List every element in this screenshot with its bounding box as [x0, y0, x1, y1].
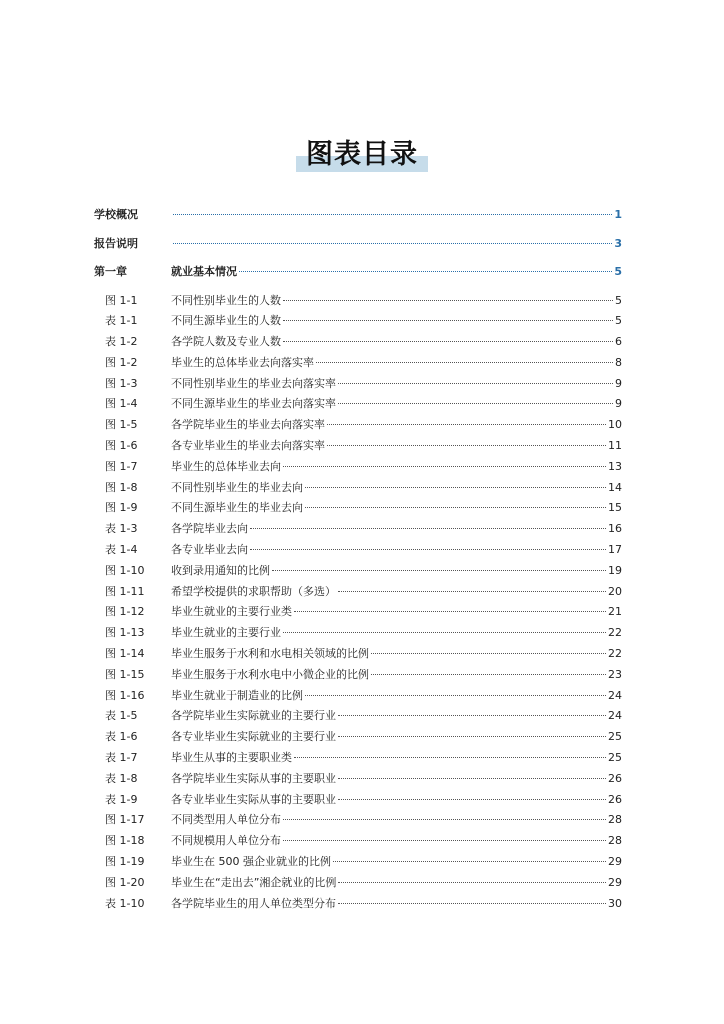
toc-page-number: 28	[608, 834, 622, 848]
toc-dot-leader	[272, 570, 606, 571]
toc-section-row[interactable]	[94, 201, 622, 230]
toc-item-number: 图 1-15	[105, 667, 145, 681]
toc-item-label: 不同性别毕业生的毕业去向	[171, 480, 303, 494]
toc-dot-leader	[239, 271, 612, 272]
title-container	[0, 138, 724, 172]
toc-page-number: 19	[608, 563, 622, 577]
toc-item-number: 表 1-4	[105, 543, 138, 557]
toc-item-row[interactable]	[94, 769, 622, 790]
toc-section-label: 就业基本情况	[171, 265, 237, 278]
toc-item-row[interactable]	[94, 561, 622, 582]
page-title	[296, 138, 428, 172]
toc-item-number: 图 1-17	[105, 813, 145, 827]
toc-dot-leader	[327, 424, 606, 425]
toc-item-row[interactable]	[94, 540, 622, 561]
toc-item-label: 各学院毕业生的毕业去向落实率	[171, 418, 325, 432]
toc-item-label: 各学院毕业生的用人单位类型分布	[171, 896, 336, 910]
toc-item-number: 表 1-6	[105, 730, 138, 744]
toc-item-label: 毕业生就业的主要行业类	[171, 605, 292, 619]
toc-page-number: 25	[608, 751, 622, 765]
toc-item-label: 不同性别毕业生的人数	[171, 293, 281, 307]
toc-page-number: 14	[608, 480, 622, 494]
toc-dot-leader	[283, 819, 606, 820]
toc-dot-leader	[316, 362, 613, 363]
toc-item-row[interactable]	[94, 415, 622, 436]
toc-item-label: 毕业生在“走出去”湘企就业的比例	[171, 875, 337, 889]
toc-item-row[interactable]	[94, 478, 622, 499]
toc-item-label: 希望学校提供的求职帮助（多选）	[171, 584, 336, 598]
toc-page-number: 29	[608, 855, 622, 869]
toc-dot-leader	[173, 214, 612, 215]
toc-page-number: 24	[608, 688, 622, 702]
toc-page-number: 25	[608, 730, 622, 744]
toc-page-number: 22	[608, 647, 622, 661]
toc-dot-leader	[283, 632, 606, 633]
toc-item-number: 图 1-11	[105, 584, 145, 598]
toc-item-label: 毕业生服务于水利水电中小微企业的比例	[171, 667, 369, 681]
toc-page-number: 11	[608, 439, 622, 453]
toc-page-number: 24	[608, 709, 622, 723]
toc-item-number: 图 1-12	[105, 605, 145, 619]
toc-item-label: 各学院毕业生实际从事的主要职业	[171, 771, 336, 785]
toc-item-label: 各专业毕业生实际就业的主要行业	[171, 730, 336, 744]
toc-page-number: 5	[615, 314, 622, 328]
toc-dot-leader	[283, 341, 613, 342]
toc-section-name: 第一章	[94, 265, 127, 278]
toc-dot-leader	[283, 840, 606, 841]
toc-page-number: 6	[615, 335, 622, 349]
toc-section-name: 学校概况	[94, 208, 138, 221]
toc-page-number: 5	[614, 265, 622, 278]
toc-item-row[interactable]	[94, 602, 622, 623]
toc-item-row[interactable]	[94, 332, 622, 353]
toc-item-number: 表 1-2	[105, 335, 138, 349]
toc-item-row[interactable]	[94, 706, 622, 727]
toc-page-number: 16	[608, 522, 622, 536]
toc-dot-leader	[338, 715, 606, 716]
toc-item-number: 图 1-7	[105, 459, 138, 473]
toc-item-list	[94, 291, 622, 915]
toc-page-number: 21	[608, 605, 622, 619]
toc-page-number: 20	[608, 584, 622, 598]
toc-item-label: 不同类型用人单位分布	[171, 813, 281, 827]
toc-dot-leader	[250, 528, 606, 529]
toc-item-label: 毕业生从事的主要职业类	[171, 751, 292, 765]
toc-item-label: 不同生源毕业生的毕业去向落实率	[171, 397, 336, 411]
toc-dot-leader	[305, 695, 606, 696]
page-title-text: 图表目录	[306, 139, 418, 170]
toc-dot-leader	[294, 757, 606, 758]
toc-item-label: 毕业生就业的主要行业	[171, 626, 281, 640]
toc-dot-leader	[338, 403, 613, 404]
toc-section-name: 报告说明	[94, 236, 138, 250]
toc-item-number: 表 1-3	[105, 522, 138, 536]
toc-item-number: 图 1-4	[105, 397, 138, 411]
toc-dot-leader	[173, 243, 612, 244]
toc-item-label: 毕业生就业于制造业的比例	[171, 688, 303, 702]
toc-dot-leader	[283, 320, 613, 321]
toc-dot-leader	[250, 549, 606, 550]
toc-item-row[interactable]	[94, 810, 622, 831]
toc-item-row[interactable]	[94, 644, 622, 665]
toc-item-number: 图 1-13	[105, 626, 145, 640]
toc-dot-leader	[371, 653, 606, 654]
toc-page-number: 30	[608, 896, 622, 910]
toc-dot-leader	[333, 861, 606, 862]
toc-item-number: 图 1-10	[105, 563, 145, 577]
toc-item-number: 表 1-5	[105, 709, 138, 723]
toc-item-row[interactable]	[94, 686, 622, 707]
toc-item-row[interactable]	[94, 894, 622, 915]
toc-item-row[interactable]	[94, 873, 622, 894]
toc-page-number: 8	[615, 355, 622, 369]
toc-page-number: 28	[608, 813, 622, 827]
toc-page-number: 29	[608, 875, 622, 889]
toc-item-row[interactable]	[94, 291, 622, 312]
toc-item-row[interactable]	[94, 374, 622, 395]
toc-item-label: 毕业生的总体毕业去向	[171, 459, 281, 473]
toc-item-number: 表 1-8	[105, 771, 138, 785]
toc-item-row[interactable]	[94, 582, 622, 603]
toc-dot-leader	[338, 383, 613, 384]
toc-dot-leader	[338, 903, 606, 904]
toc-item-row[interactable]	[94, 311, 622, 332]
toc-item-label: 各学院毕业去向	[171, 522, 248, 536]
toc-item-row[interactable]	[94, 394, 622, 415]
toc-page-number: 17	[608, 543, 622, 557]
toc-item-label: 毕业生服务于水利和水电相关领域的比例	[171, 647, 369, 661]
toc-item-number: 表 1-9	[105, 792, 138, 806]
toc-item-row[interactable]	[94, 831, 622, 852]
toc-item-label: 各学院毕业生实际就业的主要行业	[171, 709, 336, 723]
toc-dot-leader	[294, 611, 606, 612]
toc-item-number: 图 1-5	[105, 418, 138, 432]
toc-dot-leader	[305, 507, 606, 508]
toc-item-number: 图 1-20	[105, 875, 145, 889]
toc-item-row[interactable]	[94, 790, 622, 811]
toc-dot-leader	[338, 591, 606, 592]
toc-item-label: 收到录用通知的比例	[171, 563, 270, 577]
toc-item-label: 毕业生在 500 强企业就业的比例	[171, 855, 331, 869]
table-of-contents	[94, 201, 622, 914]
toc-page-number: 13	[608, 459, 622, 473]
toc-item-number: 图 1-16	[105, 688, 145, 702]
toc-page-number: 1	[614, 208, 622, 221]
toc-page-number: 26	[608, 792, 622, 806]
toc-page-number: 9	[615, 376, 622, 390]
toc-dot-leader	[338, 799, 606, 800]
toc-item-label: 毕业生的总体毕业去向落实率	[171, 355, 314, 369]
toc-item-number: 图 1-6	[105, 439, 138, 453]
toc-item-row[interactable]	[94, 436, 622, 457]
toc-dot-leader	[283, 300, 613, 301]
toc-section-row[interactable]	[94, 258, 622, 287]
toc-item-row[interactable]	[94, 623, 622, 644]
toc-item-number: 表 1-7	[105, 751, 138, 765]
toc-item-label: 不同生源毕业生的毕业去向	[171, 501, 303, 515]
toc-page-number: 22	[608, 626, 622, 640]
toc-item-label: 各学院人数及专业人数	[171, 335, 281, 349]
toc-item-row[interactable]	[94, 457, 622, 478]
toc-page-number: 5	[615, 293, 622, 307]
toc-dot-leader	[338, 736, 606, 737]
toc-dot-leader	[371, 674, 606, 675]
toc-section-row[interactable]	[94, 230, 622, 259]
toc-dot-leader	[338, 882, 606, 883]
toc-item-row[interactable]	[94, 727, 622, 748]
toc-item-label: 各专业毕业生的毕业去向落实率	[171, 439, 325, 453]
toc-item-number: 图 1-8	[105, 480, 138, 494]
toc-item-number: 图 1-14	[105, 647, 145, 661]
toc-item-number: 图 1-1	[105, 293, 138, 307]
toc-item-number: 表 1-1	[105, 314, 138, 328]
toc-item-label: 各专业毕业去向	[171, 543, 248, 557]
toc-item-number: 表 1-10	[105, 896, 145, 910]
toc-item-number: 图 1-18	[105, 834, 145, 848]
toc-item-row[interactable]	[94, 498, 622, 519]
toc-page-number: 3	[614, 236, 622, 250]
toc-dot-leader	[305, 487, 606, 488]
toc-item-number: 图 1-9	[105, 501, 138, 515]
toc-item-row[interactable]	[94, 353, 622, 374]
toc-dot-leader	[338, 778, 606, 779]
toc-page-number: 23	[608, 667, 622, 681]
toc-item-row[interactable]	[94, 748, 622, 769]
toc-dot-leader	[327, 445, 606, 446]
toc-item-label: 不同性别毕业生的毕业去向落实率	[171, 376, 336, 390]
toc-page-number: 9	[615, 397, 622, 411]
toc-item-number: 图 1-19	[105, 855, 145, 869]
toc-item-label: 不同规模用人单位分布	[171, 834, 281, 848]
toc-page-number: 26	[608, 771, 622, 785]
toc-item-label: 不同生源毕业生的人数	[171, 314, 281, 328]
toc-item-row[interactable]	[94, 519, 622, 540]
toc-page-number: 15	[608, 501, 622, 515]
toc-dot-leader	[283, 466, 606, 467]
toc-item-number: 图 1-2	[105, 355, 138, 369]
toc-item-row[interactable]	[94, 852, 622, 873]
toc-page-number: 10	[608, 418, 622, 432]
toc-item-number: 图 1-3	[105, 376, 138, 390]
toc-item-label: 各专业毕业生实际从事的主要职业	[171, 792, 336, 806]
toc-item-row[interactable]	[94, 665, 622, 686]
